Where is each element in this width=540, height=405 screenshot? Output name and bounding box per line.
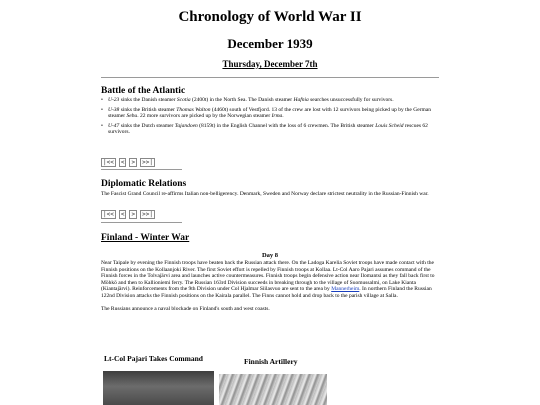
bullet-icon: •	[101, 97, 103, 103]
event-text	[108, 97, 439, 104]
diplomatic-text	[101, 191, 439, 201]
date-heading: Thursday, December 7th	[222, 59, 318, 69]
section-title-atlantic: Battle of the Atlantic	[101, 86, 186, 96]
text-run: (2400t) in the North Sea. The Danish steamer	[190, 97, 294, 103]
text-run: sinks the Danish steamer	[119, 97, 177, 103]
prev-page-button[interactable]: <	[120, 211, 125, 218]
divider	[101, 77, 439, 78]
ship-name: Sebu	[126, 113, 138, 120]
paragraph	[101, 260, 439, 300]
text-run: rescues 62 survivors.	[108, 122, 428, 136]
event-text	[108, 107, 439, 120]
photo-caption: Lt-Col Pajari Takes Command	[104, 354, 203, 363]
bullet-icon: •	[101, 122, 103, 129]
finland-text	[101, 260, 439, 315]
nav-buttons-diplomatic	[101, 210, 155, 219]
text-run: . In northern Finland the Russian 122nd Division attacks the Finnish positions on the Kairala parallel. The Finns cannot hold and drop back to the parish village at Salla.	[101, 286, 432, 299]
text-run: . 22 more survivors are picked up by the Norwegian steamer	[137, 113, 272, 120]
paragraph: The Russians announce a naval blockade on Finland's south and west coasts.	[101, 305, 270, 312]
text-run: sinks the Dutch steamer	[119, 122, 175, 129]
submarine-name: U-47	[108, 122, 120, 129]
submarine-name: U-38	[108, 106, 120, 113]
ship-name: Thomas Walton	[176, 106, 211, 113]
divider	[101, 169, 182, 170]
nav-buttons-atlantic	[101, 158, 155, 167]
text-run: searches unsuccessfully for survivors.	[308, 97, 394, 103]
divider	[101, 222, 182, 223]
first-page-button[interactable]: |<<	[103, 211, 114, 218]
pajari-photo	[103, 371, 214, 405]
day-label: Day 8	[261, 252, 279, 259]
text-run: (8159t) in the English Channel with the loss of 6 crewmen. The British steamer	[197, 122, 376, 129]
ship-name: Irma	[271, 113, 283, 120]
ship-name: Tajandoen	[174, 122, 198, 129]
ship-name: Hafnia	[293, 97, 309, 103]
mannerheim-link[interactable]: Mannerheim	[331, 286, 360, 293]
artillery-photo	[219, 374, 327, 405]
first-page-button[interactable]: |<<	[103, 159, 114, 166]
section-title-finland: Finland - Winter War	[101, 233, 190, 243]
atlantic-events	[101, 97, 439, 139]
text-run: (4460t) south of Vestfjord. 13 of the crew are lost with 12 survivors being picked up by the German steamer	[108, 106, 431, 120]
next-page-button[interactable]: >	[131, 159, 136, 166]
list-item	[101, 123, 439, 136]
text-run: .	[282, 113, 284, 120]
submarine-name: U-23	[108, 97, 120, 103]
section-title-diplomatic: Diplomatic Relations	[101, 179, 187, 189]
ship-name: Louis Scheid	[375, 122, 404, 129]
event-text	[108, 123, 439, 136]
text-run: sinks the British steamer	[119, 106, 177, 113]
next-page-button[interactable]: >	[131, 211, 136, 218]
last-page-button[interactable]: >>|	[142, 211, 153, 218]
paragraph: The Fascist Grand Council re-affirms Italian non-belligerency. Denmark, Sweden and Norway declare strictest neutrality in the Russian-Finnish war.	[101, 191, 429, 197]
list-item	[101, 97, 439, 104]
prev-page-button[interactable]: <	[120, 159, 125, 166]
bullet-icon: •	[101, 106, 103, 113]
photo-caption: Finnish Artillery	[244, 357, 298, 366]
ship-name: Scotia	[176, 97, 191, 103]
month-heading: December 1939	[227, 36, 313, 51]
text-run: Near Taipale by evening the Finnish troops have beaten back the Russian attack there. On the Ladoga Karelia Soviet troops have made contact with the Finnish positions on the Kollaanjoki River. The first Soviet effort is repelled by Finnish troops at Kollaa. Lt-Col Aaro Pajari assumes command of the Finnish forces in the Tolvajärvi area and launches active countermeasures. Finnish troops begin defensive action near Ilomantsi as they fall back first to Möhkö and then to Kallioniemi ferry. The Russian 163rd Division succeeds in breaking through to the village of Suomussalmi, on Lake Kianta (Kiantajärvi). Reinforcements from the 9th Division under Col Hjalmar Siilasvuo are sent to the area by	[101, 260, 435, 293]
page-title: Chronology of World War II	[178, 9, 362, 25]
list-item	[101, 107, 439, 120]
last-page-button[interactable]: >>|	[142, 159, 153, 166]
